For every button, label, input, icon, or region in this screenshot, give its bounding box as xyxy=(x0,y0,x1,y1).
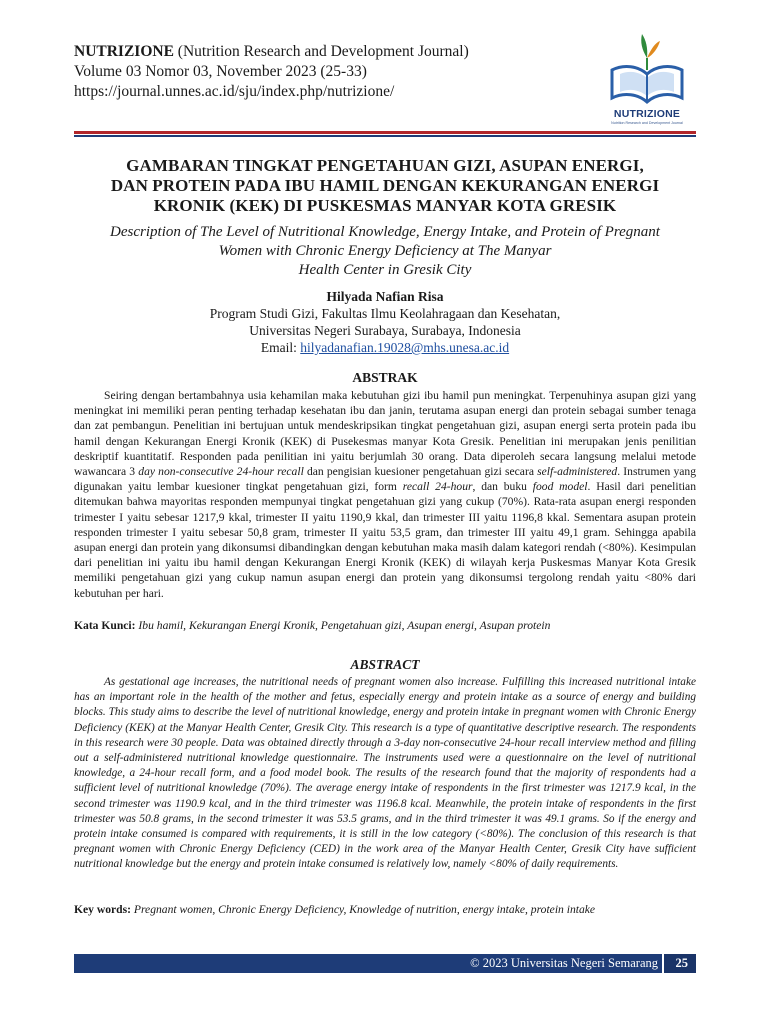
article-title-line: GAMBARAN TINGKAT PENGETAHUAN GIZI, ASUPAN ENERGI, xyxy=(126,156,644,175)
page-number: 25 xyxy=(675,956,688,970)
article-title-line: KRONIK (KEK) DI PUSKESMAS MANYAR KOTA GRESIK xyxy=(153,196,617,215)
header-rule-red xyxy=(74,131,696,134)
logo-text: NUTRIZIONE xyxy=(613,108,681,120)
journal-header xyxy=(74,42,524,102)
article-title-line: DAN PROTEIN PADA IBU HAMIL DENGAN KEKURANGAN ENERGI xyxy=(110,176,660,195)
journal-full-name: (Nutrition Research and Development Journal) xyxy=(173,43,469,60)
journal-volume: Volume 03 Nomor 03, November 2023 (25-33) xyxy=(74,63,367,80)
abstrak-italic-term: self-administered xyxy=(537,465,618,479)
email-label: Email: xyxy=(260,340,301,355)
author-email-line xyxy=(74,339,696,356)
author-affiliation: Program Studi Gizi, Fakultas Ilmu Keolahragaan dan Kesehatan, xyxy=(209,306,561,321)
abstrak-text: dan pengisian kuesioner pengetahuan gizi secara xyxy=(303,465,538,479)
abstract-heading: ABSTRACT xyxy=(350,657,420,672)
copyright-text: © 2023 Universitas Negeri Semarang xyxy=(470,956,658,970)
abstrak-italic-term: day non-consecutive 24-hour recall xyxy=(138,465,304,479)
article-title xyxy=(74,156,696,216)
journal-title-line xyxy=(74,42,524,62)
header-rule-blue xyxy=(74,135,696,137)
kata-kunci-label: Kata Kunci: xyxy=(74,619,136,632)
article-subtitle-line: Health Center in Gresik City xyxy=(298,262,472,278)
logo-subtext: Nutrition Research and Development Journal xyxy=(611,121,683,125)
author-name: Hilyada Nafian Risa xyxy=(326,289,444,304)
article-subtitle-line: Description of The Level of Nutritional Knowledge, Energy Intake, and Protein of Pregnant xyxy=(110,224,660,240)
abstrak-text: , dan buku xyxy=(472,480,533,494)
kata-kunci xyxy=(74,618,696,633)
journal-url[interactable]: https://journal.unnes.ac.id/sju/index.php/nutrizione/ xyxy=(74,83,395,100)
abstrak-text: . Instrumen yang digunakan yaitu lembar kuesioner tingkat pengetahuan gizi, form xyxy=(74,465,696,494)
abstrak-text: . Hasil dari penelitian ditemukan bahwa mayoritas responden mempunyai tingkat pengetahuan gizi yang cukup (70%). Rata-rata asupan energi responden trimester I yaitu sebesar 1217,9 kkal, trimester II yaitu 1190,9 kkal, dan trimester III yaitu 1196,8 kkal. Sementara asupan protein responden trimester I yaitu sebesar 50,8 gram, trimester II yaitu 53,5 gram, dan trimester III yaitu 49,1 gram. Sehingga apabila asupan energi dan protein yang dikonsumsi dibandingkan dengan kebutuhan maka masih dalam kategori rendah (<80%). Kesimpulan dari penelitian ini yaitu ibu hamil dengan Kekurangan Energi Kronik (KEK) di wilayah kerja Puskesmas Manyar Kota Gresik memiliki pengetahuan gizi yang cukup namun asupan energi dan protein yang dikonsumsi tergolong rendah yaitu <80% dari kebutuhan per hari. xyxy=(74,480,697,600)
key-words-value: Pregnant women, Chronic Energy Deficiency, Knowledge of nutrition, energy intake, protein intake xyxy=(131,903,596,916)
article-subtitle xyxy=(74,223,696,280)
abstrak-heading: ABSTRAK xyxy=(352,370,418,385)
journal-name: NUTRIZIONE xyxy=(74,43,174,60)
article-subtitle-line: Women with Chronic Energy Deficiency at The Manyar xyxy=(218,243,552,259)
kata-kunci-value: Ibu hamil, Kekurangan Energi Kronik, Pengetahuan gizi, Asupan energi, Asupan protein xyxy=(135,619,551,632)
page-footer xyxy=(74,954,696,973)
key-words-label: Key words: xyxy=(74,903,131,916)
key-words xyxy=(74,902,696,917)
author-block xyxy=(74,288,696,356)
author-email-link[interactable]: hilyadanafian.19028@mhs.unesa.ac.id xyxy=(300,340,510,355)
book-sprout-icon xyxy=(598,28,696,108)
abstrak-italic-term: recall 24-hour xyxy=(402,480,473,494)
abstract-paragraph: As gestational age increases, the nutritional needs of pregnant women also increase. Fulfilling this increased nutritional intake has an important role in the health of the mother and fetus, especially energy and protein intake as a source of energy and building blocks. This study aims to describe the level of nutritional knowledge, energy and protein intake in pregnant women with Chronic Energy Deficiency (KEK) at the Manyar Health Center, Gresik City. This research is a type of quantitative descriptive research. The respondents in this research were 30 people. Data was obtained directly through a 3-day non-consecutive 24-hour recall interview method and filling out a self-administered nutritional knowledge questionnaire. The instruments used were a questionnaire on the level of nutritional knowledge, a 24-hour recall form, and a food model book. The results of the research found that the majority of respondents had a sufficient level of nutritional knowledge (70%). The average energy intake of respondents in the first trimester was 1217.9 kcal, in the second trimester was 1190.9 kcal, and in the third trimester was 1196.8 kcal. Meanwhile, the protein intake of respondents in the first trimester was 50.8 grams, in the second trimester it was 53.5 grams, and in the third trimester it was 49.1 grams. So if the energy and protein intake consumed is compared with requirements, it is still in the low category (<80%). The conclusion of this research is that pregnant women with Chronic Energy Deficiency (CED) in the work area of the Manyar Health Center, Gresik City have sufficient nutritional knowledge but the energy and protein intake consumed is relatively low, namely <80% of daily requirements. xyxy=(74,676,696,871)
journal-logo xyxy=(598,28,696,128)
author-affiliation: Universitas Negeri Surabaya, Surabaya, Indonesia xyxy=(249,323,521,338)
abstrak-paragraph xyxy=(74,388,696,601)
abstrak-text: Seiring dengan bertambahnya usia kehamilan maka kebutuhan gizi ibu hamil pun meningkat. Terpenuhinya asupan gizi yang meningkat ini memiliki peran penting terhadap kesehatan ibu dan janin, terutama asupan energi dan protein sebagai sumber tenaga dan zat pembangun. Penelitian ini bertujuan untuk mendeskripsikan tingkat pengetahuan gizi, asupan energi serta protein pada ibu hamil dengan Kekurangan Energi Kronik (KEK) di Pusekesmas manyar Kota Gresik. Penelitian ini merupakan jenis penilitian deskriptif kuantitatif. Responden pada penilitian ini yaitu berjumlah 30 orang. Data diperoleh secara langsung melalui metode wawancara 3 xyxy=(74,389,696,479)
abstrak-italic-term: food model xyxy=(532,480,588,494)
